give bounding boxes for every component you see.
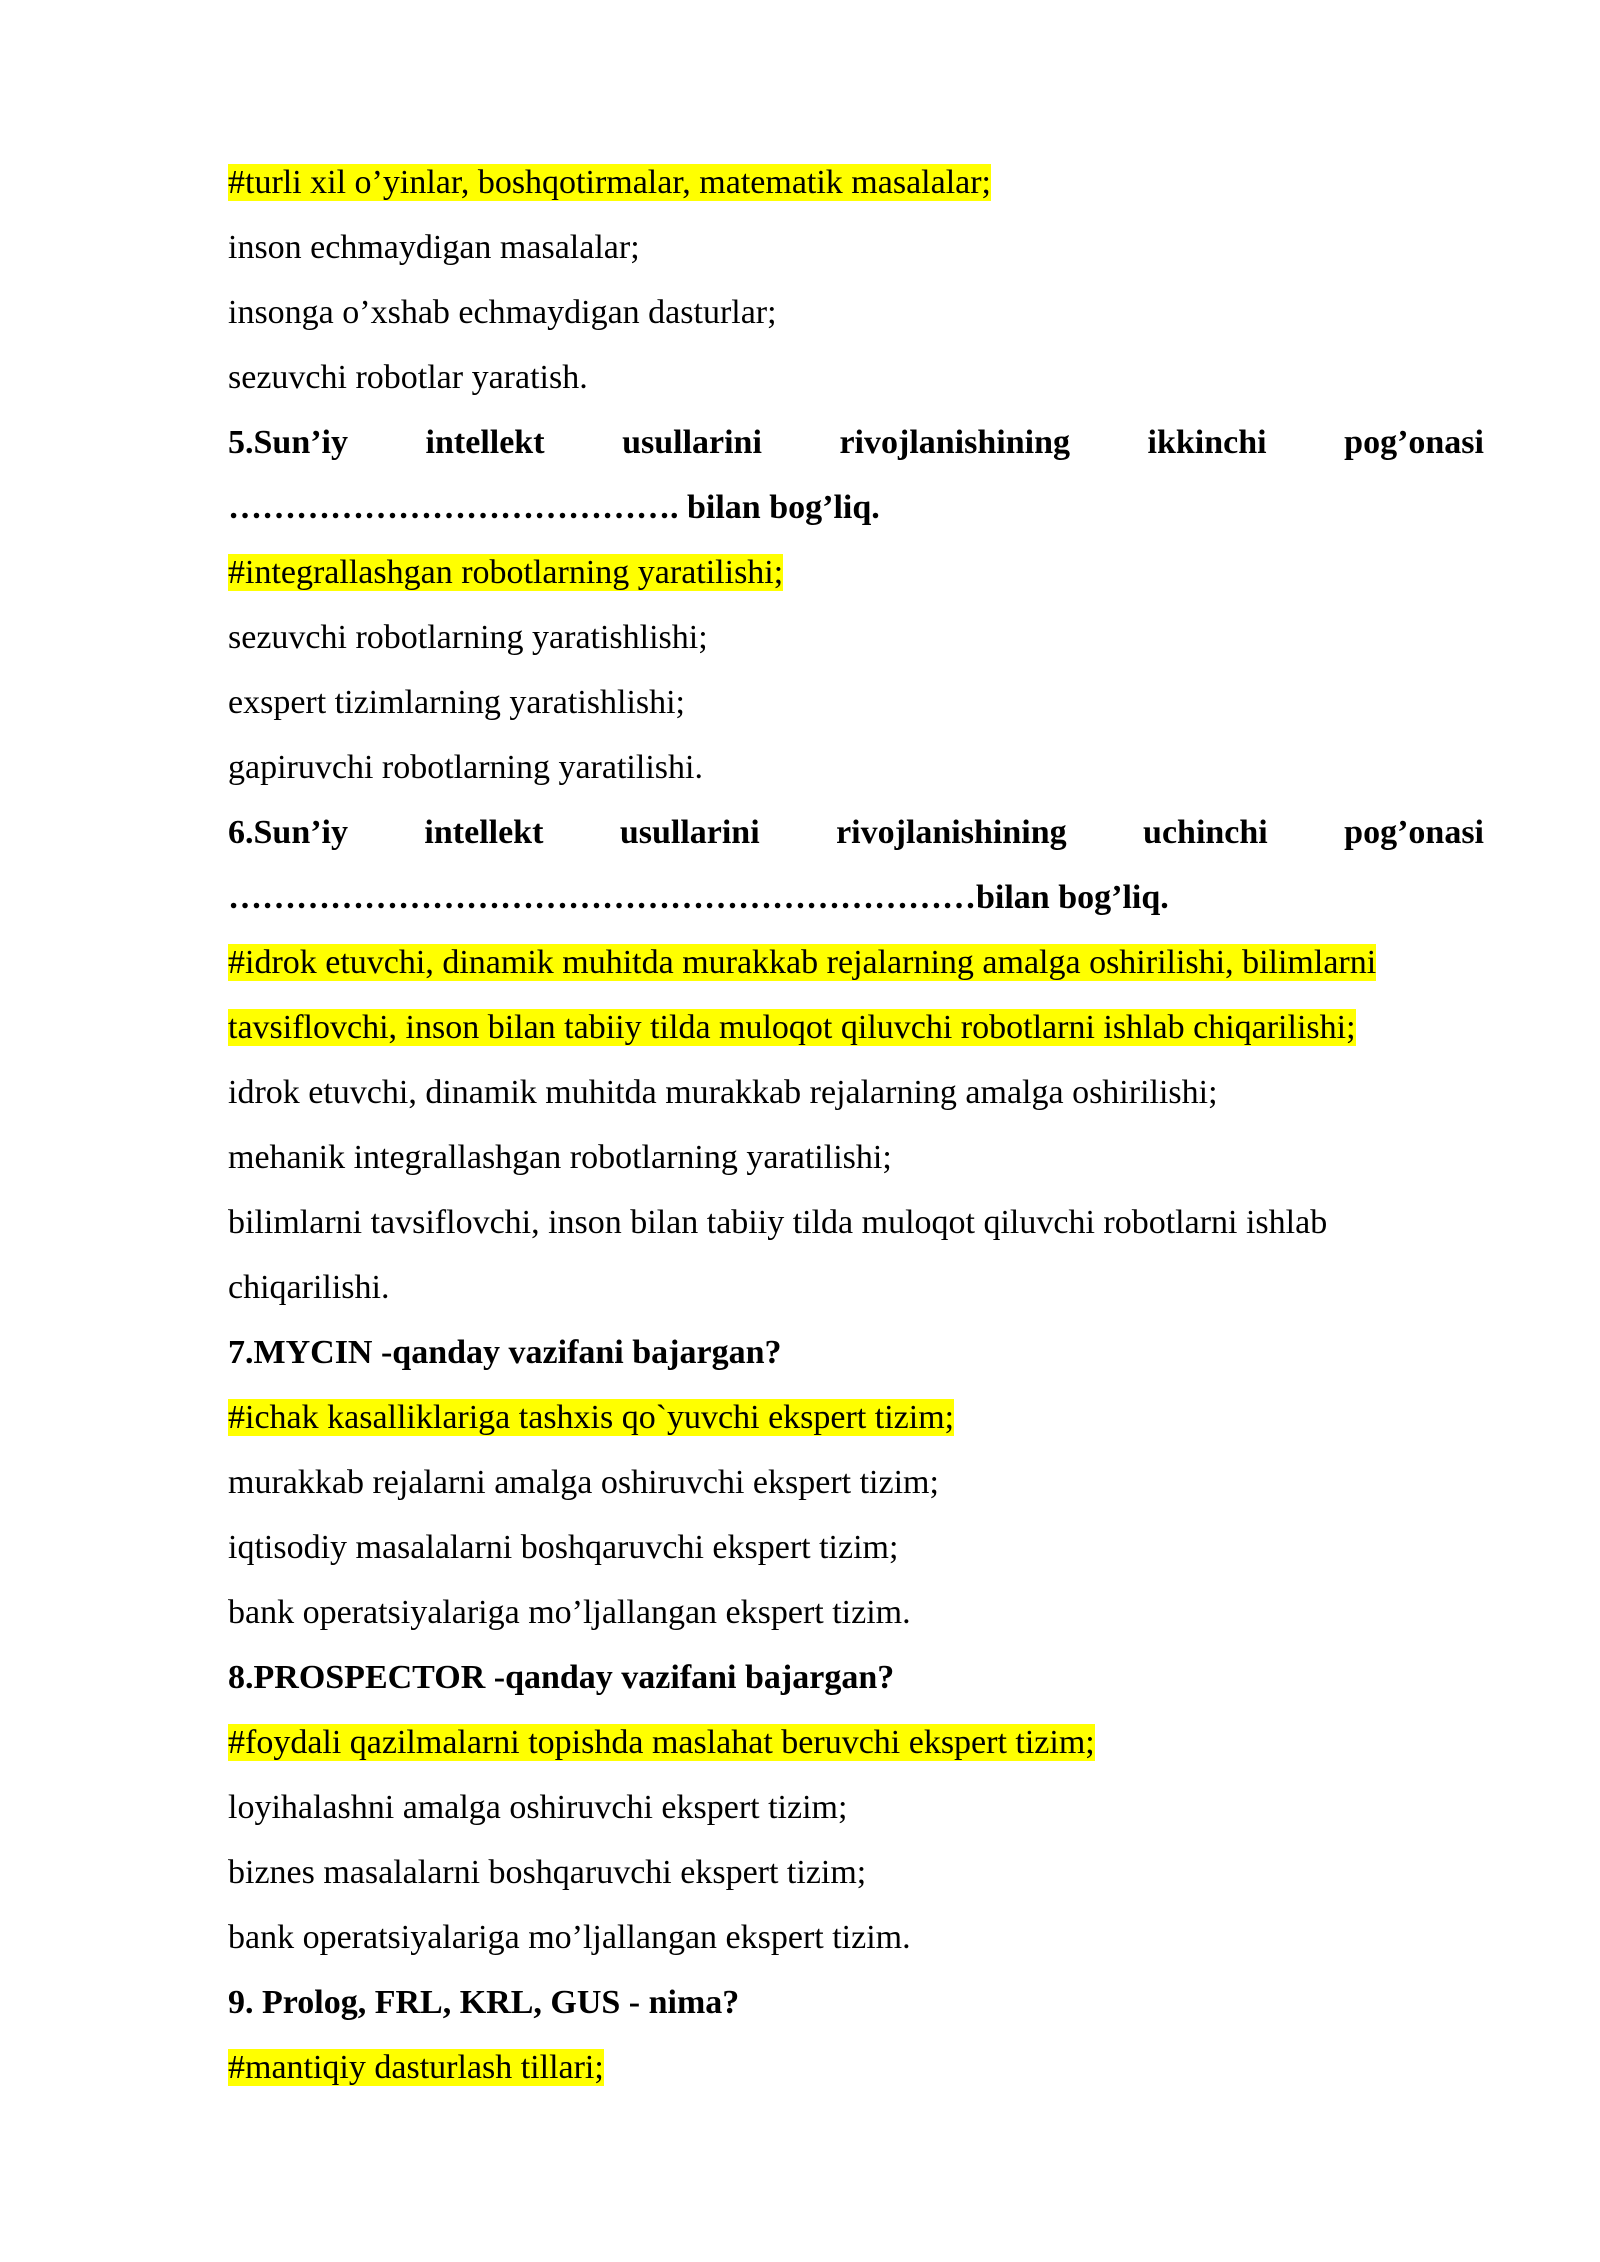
correct-answer-highlight: tavsiflovchi, inson bilan tabiiy tilda muloqot qiluvchi robotlarni ishlab chiqarilishi; <box>228 1009 1356 1046</box>
answer-line: chiqarilishi. <box>228 1269 390 1306</box>
correct-answer-highlight: #ichak kasalliklariga tashxis qo`yuvchi ekspert tizim; <box>228 1399 955 1436</box>
question-8-heading: 8.PROSPECTOR -qanday vazifani bajargan? <box>228 1659 895 1696</box>
question-word: ikkinchi <box>1147 424 1267 461</box>
answer-line: insonga o’xshab echmaydigan dasturlar; <box>228 294 777 331</box>
question-5-continuation: …………………………………. bilan bog’liq. <box>228 489 880 526</box>
correct-answer-highlight: #turli xil o’yinlar, boshqotirmalar, matematik masalalar; <box>228 164 992 201</box>
correct-answer-highlight: #mantiqiy dasturlash tillari; <box>228 2049 604 2086</box>
question-5-heading <box>228 410 1484 475</box>
question-word: pog’onasi <box>1344 424 1484 461</box>
answer-line: biznes masalalarni boshqaruvchi ekspert tizim; <box>228 1854 867 1891</box>
question-word: 6.Sun’iy <box>228 814 348 851</box>
question-6-heading <box>228 800 1484 865</box>
answer-line: idrok etuvchi, dinamik muhitda murakkab rejalarning amalga oshirilishi; <box>228 1074 1218 1111</box>
answer-line: exspert tizimlarning yaratishlishi; <box>228 684 686 721</box>
answer-line: gapiruvchi robotlarning yaratilishi. <box>228 749 703 786</box>
answer-line: loyihalashni amalga oshiruvchi ekspert tizim; <box>228 1789 848 1826</box>
question-7-heading: 7.MYCIN -qanday vazifani bajargan? <box>228 1334 782 1371</box>
answer-line: murakkab rejalarni amalga oshiruvchi ekspert tizim; <box>228 1464 939 1501</box>
correct-answer-highlight: #foydali qazilmalarni topishda maslahat beruvchi ekspert tizim; <box>228 1724 1095 1761</box>
question-word: pog’onasi <box>1344 814 1484 851</box>
answer-line <box>228 2035 1484 2100</box>
question-word: usullarini <box>619 814 760 851</box>
correct-answer-highlight: #integrallashgan robotlarning yaratilishi; <box>228 554 784 591</box>
correct-answer-highlight: #idrok etuvchi, dinamik muhitda murakkab rejalarning amalga oshirilishi, bilimlarni <box>228 944 1377 981</box>
question-word: uchinchi <box>1143 814 1268 851</box>
question-word: rivojlanishining <box>836 814 1067 851</box>
answer-line: bank operatsiyalariga mo’ljallangan ekspert tizim. <box>228 1594 911 1631</box>
answer-line <box>228 1710 1484 1775</box>
answer-line <box>228 1385 1484 1450</box>
answer-line: sezuvchi robotlarning yaratishlishi; <box>228 619 708 656</box>
answer-line: mehanik integrallashgan robotlarning yaratilishi; <box>228 1139 892 1176</box>
answer-line <box>228 150 1484 215</box>
answer-line <box>228 930 1484 995</box>
question-word: intellekt <box>425 424 545 461</box>
answer-line: inson echmaydigan masalalar; <box>228 229 640 266</box>
answer-line <box>228 995 1484 1060</box>
question-word: intellekt <box>424 814 544 851</box>
question-word: usullarini <box>622 424 762 461</box>
answer-line: bank operatsiyalariga mo’ljallangan ekspert tizim. <box>228 1919 911 1956</box>
question-word: 5.Sun’iy <box>228 424 348 461</box>
question-word: rivojlanishining <box>839 424 1070 461</box>
question-9-heading: 9. Prolog, FRL, KRL, GUS - nima? <box>228 1984 740 2021</box>
question-6-continuation: …………………………………………………………bilan bog’liq. <box>228 879 1169 916</box>
answer-line <box>228 540 1484 605</box>
answer-line: sezuvchi robotlar yaratish. <box>228 359 588 396</box>
answer-line: iqtisodiy masalalarni boshqaruvchi ekspert tizim; <box>228 1529 899 1566</box>
answer-line: bilimlarni tavsiflovchi, inson bilan tabiiy tilda muloqot qiluvchi robotlarni ishlab <box>228 1204 1328 1241</box>
